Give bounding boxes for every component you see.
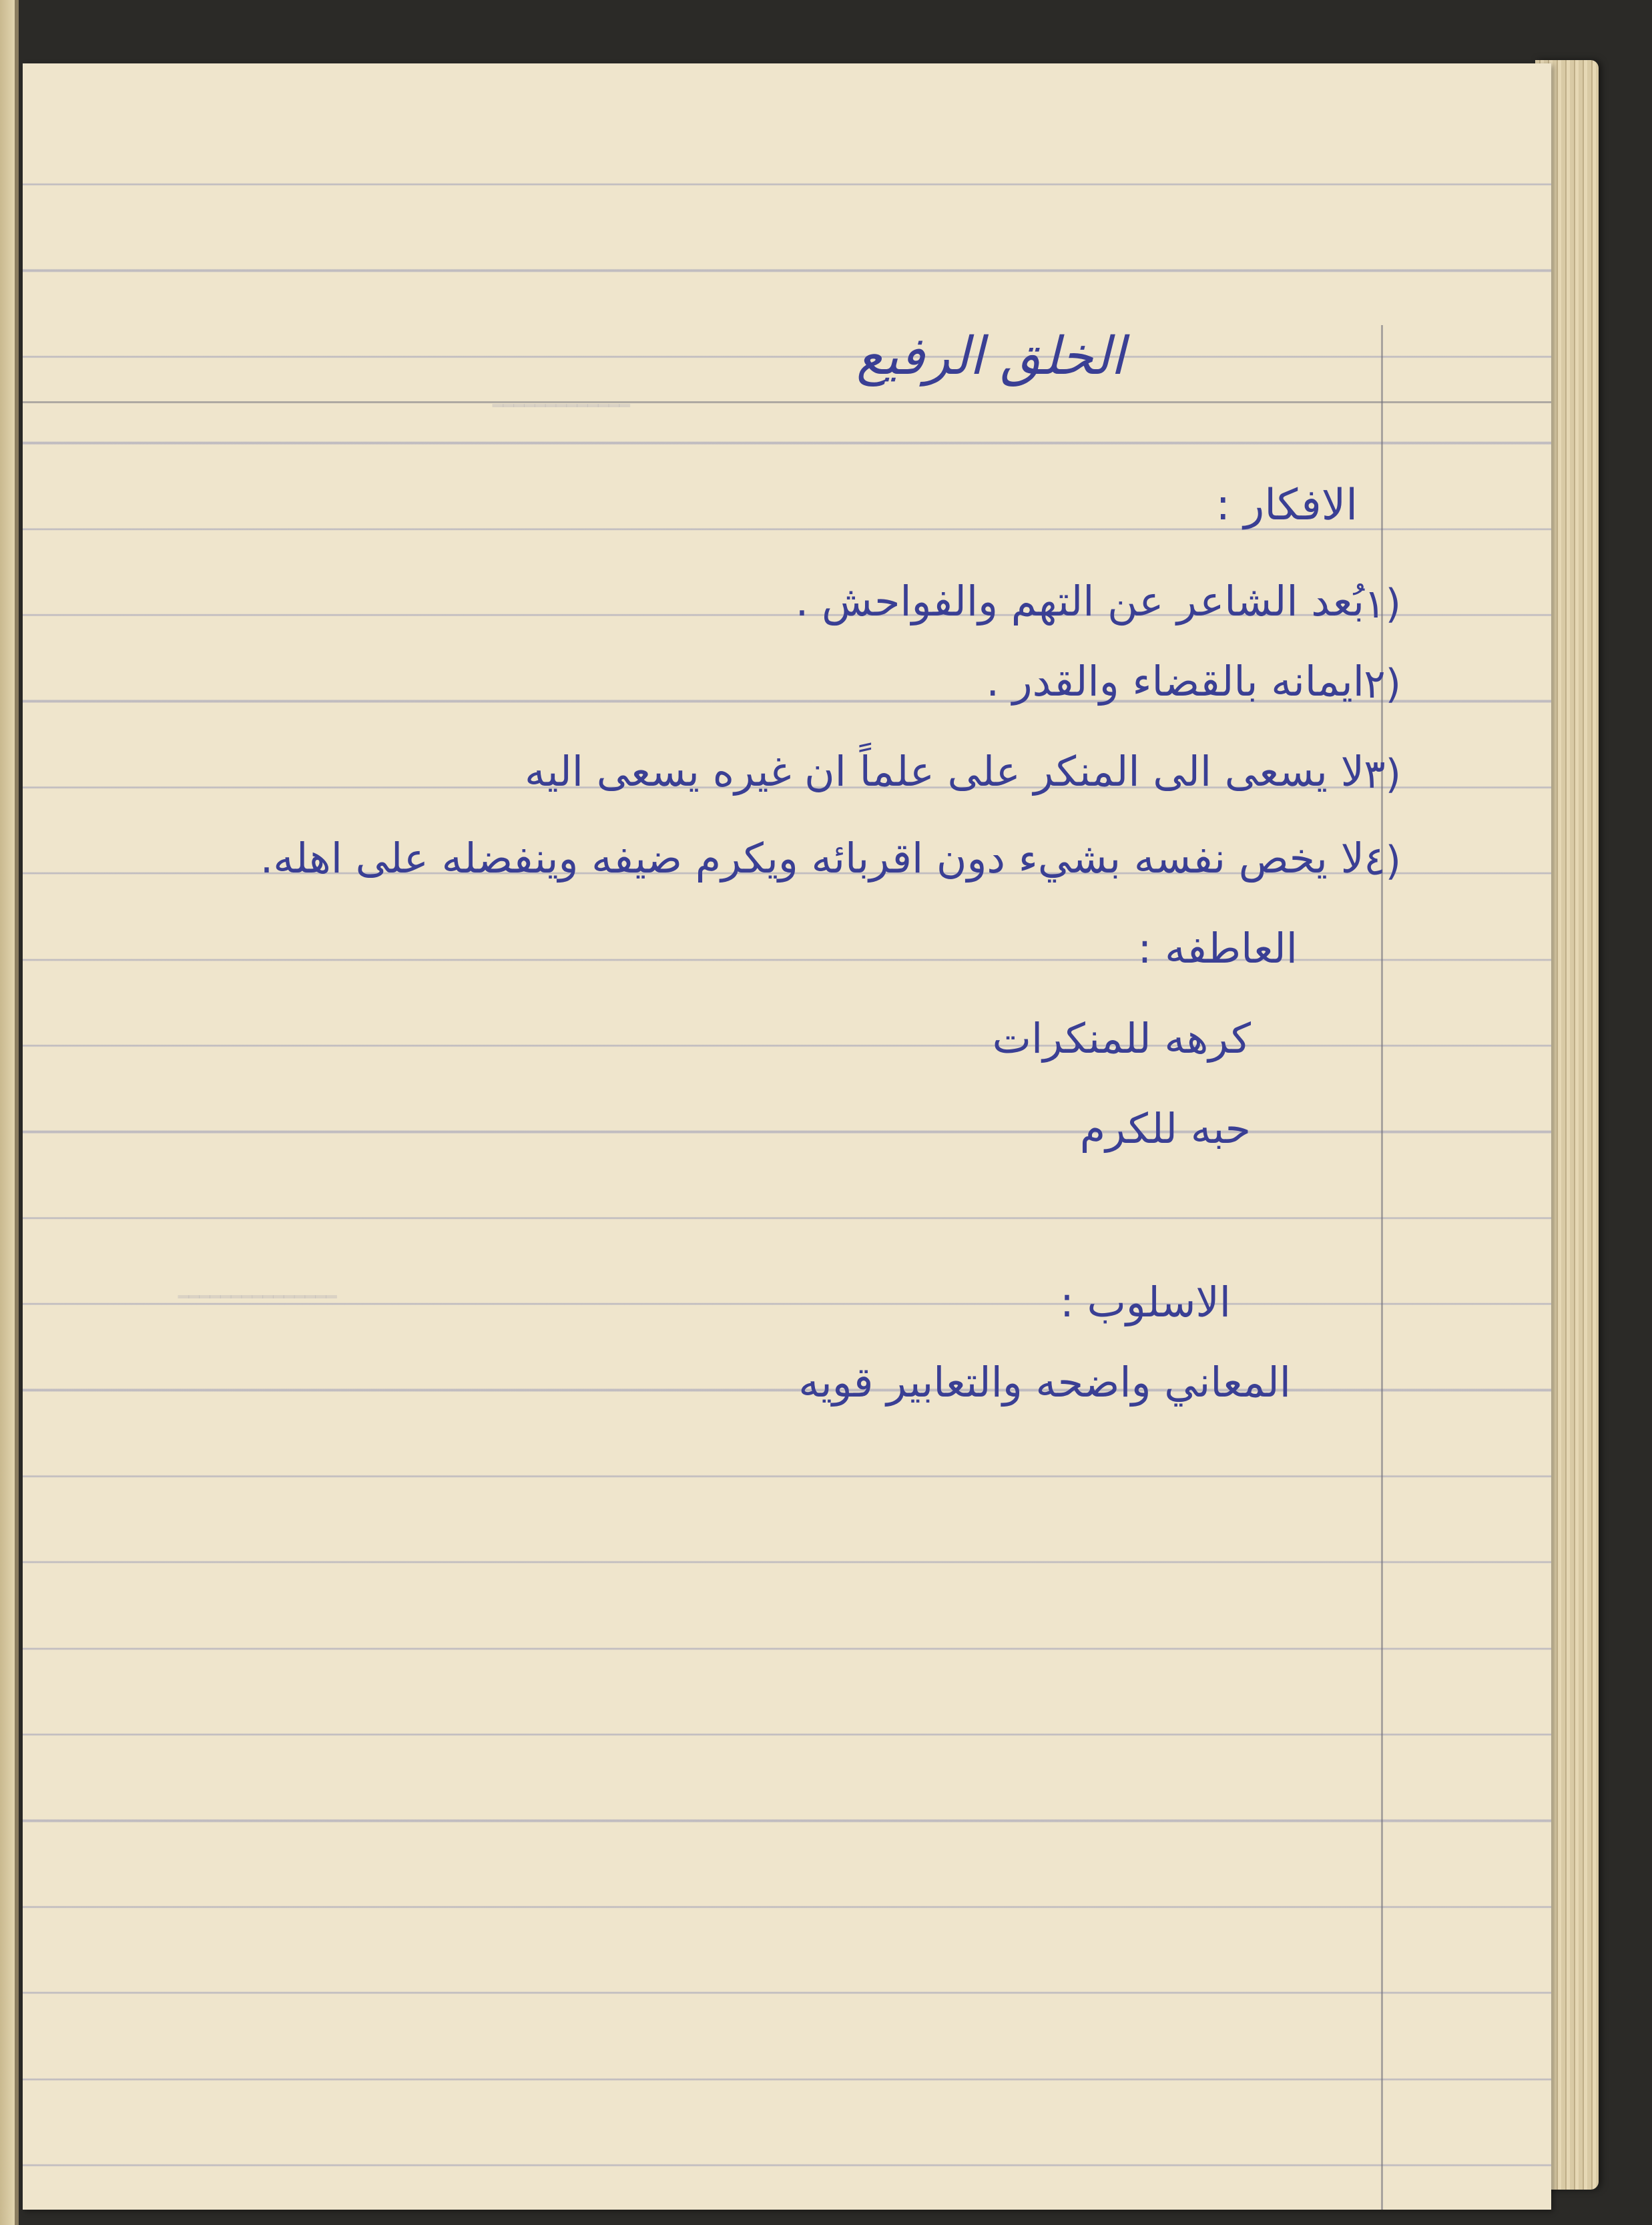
idea-item: ايمانه بالقضاء والقدر . (986, 657, 1364, 706)
idea-number: ١) (1364, 581, 1401, 628)
adjacent-page-edge (0, 0, 19, 2225)
idea-number: ٣) (1364, 751, 1401, 798)
style-item: المعاني واضحه والتعابير قويه (798, 1358, 1291, 1407)
notebook-page (23, 63, 1551, 2210)
ideas-heading: الافكار : (1215, 481, 1358, 530)
emotion-item: كرهه للمنكرات (992, 1014, 1251, 1063)
page-title: الخلق الرفيع (856, 326, 1125, 387)
header-rule-line (23, 401, 1551, 403)
idea-item: لا يخص نفسه بشيء دون اقربائه ويكرم ضيفه وينفضله على اهله. (260, 834, 1364, 883)
emotion-item: حبه للكرم (1079, 1104, 1251, 1153)
emotion-heading: العاطفه : (1137, 924, 1298, 973)
idea-item: لا يسعى الى المنكر على علماً ان غيره يسعى اليه (524, 747, 1364, 796)
idea-number: ٢) (1364, 661, 1401, 708)
bleed-through-text: ـــــــــــــ (493, 374, 630, 416)
bleed-through-text: ـــــــــــــــ (178, 1265, 336, 1307)
idea-number: ٤) (1364, 838, 1401, 885)
style-heading: الاسلوب : (1059, 1278, 1231, 1326)
idea-item: بُعد الشاعر عن التهم والفواحش . (795, 577, 1364, 626)
